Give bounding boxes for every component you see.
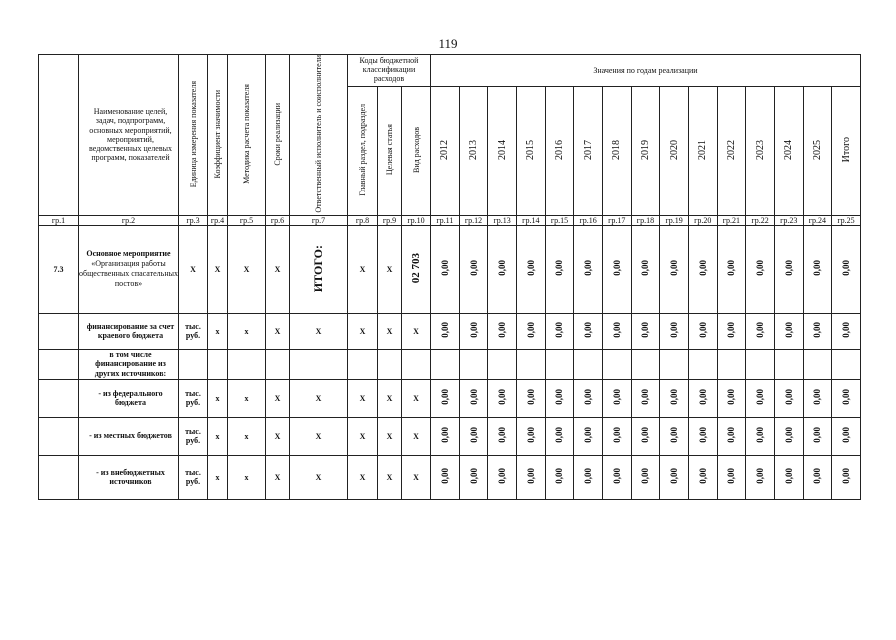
code-main-header: Главный раздел, подраздел bbox=[348, 87, 378, 216]
value-cell: 0,00 bbox=[803, 417, 832, 455]
value-cell: 0,00 bbox=[660, 455, 689, 499]
method-column-header: Методика расчета показателя bbox=[228, 55, 266, 216]
code-main-cell: Х bbox=[348, 379, 378, 417]
coef-cell: х bbox=[208, 455, 228, 499]
table-row bbox=[39, 225, 861, 313]
value-cell: 0,00 bbox=[488, 313, 517, 349]
coef-cell: х bbox=[208, 379, 228, 417]
terms-column-header: Сроки реализации bbox=[266, 55, 290, 216]
empty-cell bbox=[266, 349, 290, 379]
value-cell: 0,00 bbox=[431, 455, 460, 499]
value-cell: 0,00 bbox=[631, 313, 660, 349]
value-cell: 0,00 bbox=[631, 225, 660, 313]
value-cell: 0,00 bbox=[717, 313, 746, 349]
row-number bbox=[39, 417, 79, 455]
row-name: финансирование за счет краевого бюджета bbox=[79, 313, 179, 349]
value-cell: 0,00 bbox=[488, 225, 517, 313]
unit-cell: Х bbox=[179, 225, 208, 313]
value-cell: 0,00 bbox=[717, 225, 746, 313]
value-cell: 0,00 bbox=[516, 225, 545, 313]
code-target-cell: Х bbox=[378, 225, 402, 313]
code-target-cell: Х bbox=[378, 417, 402, 455]
value-cell: 0,00 bbox=[602, 313, 631, 349]
row-number bbox=[39, 349, 79, 379]
code-type-cell: Х bbox=[402, 455, 431, 499]
value-cell: 0,00 bbox=[832, 313, 861, 349]
responsible-cell: Х bbox=[290, 417, 348, 455]
value-cell: 0,00 bbox=[574, 225, 603, 313]
row-number bbox=[39, 313, 79, 349]
coef-cell: х bbox=[208, 417, 228, 455]
empty-cell bbox=[631, 349, 660, 379]
code-target-cell: Х bbox=[378, 379, 402, 417]
value-cell: 0,00 bbox=[832, 455, 861, 499]
method-cell: х bbox=[228, 379, 266, 417]
empty-cell bbox=[179, 349, 208, 379]
responsible-cell: Х bbox=[290, 379, 348, 417]
row-name: в том числе финансирование из других источников: bbox=[79, 349, 179, 379]
value-cell: 0,00 bbox=[602, 379, 631, 417]
table-row bbox=[39, 455, 861, 499]
empty-cell bbox=[803, 349, 832, 379]
column-number: гр.25 bbox=[832, 215, 861, 225]
value-cell: 0,00 bbox=[803, 225, 832, 313]
value-cell: 0,00 bbox=[431, 225, 460, 313]
code-target-header: Целевая статья bbox=[378, 87, 402, 216]
name-column-header: Наименование целей, задач, подпрограмм, основных мероприятий, мероприятий, ведомственных целевых программ, показателей bbox=[79, 55, 179, 216]
year-header: 2020 bbox=[660, 87, 689, 216]
method-cell: х bbox=[228, 455, 266, 499]
value-cell: 0,00 bbox=[516, 417, 545, 455]
value-cell: 0,00 bbox=[516, 313, 545, 349]
value-cell: 0,00 bbox=[774, 455, 803, 499]
terms-cell: Х bbox=[266, 379, 290, 417]
code-main-cell: Х bbox=[348, 455, 378, 499]
year-header: 2019 bbox=[631, 87, 660, 216]
value-cell: 0,00 bbox=[803, 379, 832, 417]
value-cell: 0,00 bbox=[774, 379, 803, 417]
column-number: гр.5 bbox=[228, 215, 266, 225]
code-type-cell: Х bbox=[402, 417, 431, 455]
row-number bbox=[39, 379, 79, 417]
value-cell: 0,00 bbox=[459, 455, 488, 499]
empty-cell bbox=[290, 349, 348, 379]
method-cell: х bbox=[228, 417, 266, 455]
value-cell: 0,00 bbox=[688, 225, 717, 313]
value-cell: 0,00 bbox=[574, 417, 603, 455]
value-cell: 0,00 bbox=[746, 379, 775, 417]
terms-cell: Х bbox=[266, 313, 290, 349]
column-number: гр.13 bbox=[488, 215, 517, 225]
value-cell: 0,00 bbox=[545, 455, 574, 499]
code-target-cell: Х bbox=[378, 455, 402, 499]
year-header: 2013 bbox=[459, 87, 488, 216]
year-header: 2024 bbox=[774, 87, 803, 216]
value-cell: 0,00 bbox=[688, 313, 717, 349]
column-number: гр.23 bbox=[774, 215, 803, 225]
value-cell: 0,00 bbox=[660, 417, 689, 455]
value-cell: 0,00 bbox=[688, 379, 717, 417]
row-number bbox=[39, 455, 79, 499]
empty-cell bbox=[660, 349, 689, 379]
empty-cell bbox=[746, 349, 775, 379]
empty-cell bbox=[717, 349, 746, 379]
year-header: 2017 bbox=[574, 87, 603, 216]
method-cell: х bbox=[228, 313, 266, 349]
empty-cell bbox=[378, 349, 402, 379]
responsible-column-header: Ответственный исполнитель и соисполнители bbox=[290, 55, 348, 216]
value-cell: 0,00 bbox=[660, 379, 689, 417]
col-num-header bbox=[39, 55, 79, 216]
value-cell: 0,00 bbox=[545, 225, 574, 313]
value-cell: 0,00 bbox=[717, 417, 746, 455]
value-cell: 0,00 bbox=[459, 225, 488, 313]
value-cell: 0,00 bbox=[832, 379, 861, 417]
values-group-header: Значения по годам реализации bbox=[431, 55, 861, 87]
column-number: гр.7 bbox=[290, 215, 348, 225]
empty-cell bbox=[516, 349, 545, 379]
code-target-cell: Х bbox=[378, 313, 402, 349]
empty-cell bbox=[602, 349, 631, 379]
code-type-cell: 02 703 bbox=[402, 225, 431, 313]
column-number-row bbox=[39, 215, 861, 225]
coef-cell: Х bbox=[208, 225, 228, 313]
column-number: гр.6 bbox=[266, 215, 290, 225]
empty-cell bbox=[545, 349, 574, 379]
value-cell: 0,00 bbox=[459, 313, 488, 349]
terms-cell: Х bbox=[266, 225, 290, 313]
value-cell: 0,00 bbox=[574, 379, 603, 417]
value-cell: 0,00 bbox=[631, 379, 660, 417]
value-cell: 0,00 bbox=[602, 417, 631, 455]
value-cell: 0,00 bbox=[688, 455, 717, 499]
table-row bbox=[39, 379, 861, 417]
year-header: 2015 bbox=[516, 87, 545, 216]
value-cell: 0,00 bbox=[516, 455, 545, 499]
column-number: гр.2 bbox=[79, 215, 179, 225]
column-number: гр.10 bbox=[402, 215, 431, 225]
value-cell: 0,00 bbox=[602, 225, 631, 313]
value-cell: 0,00 bbox=[774, 225, 803, 313]
empty-cell bbox=[228, 349, 266, 379]
value-cell: 0,00 bbox=[774, 417, 803, 455]
year-header: 2022 bbox=[717, 87, 746, 216]
table-row bbox=[39, 349, 861, 379]
value-cell: 0,00 bbox=[431, 379, 460, 417]
value-cell: 0,00 bbox=[717, 455, 746, 499]
value-cell: 0,00 bbox=[660, 313, 689, 349]
empty-cell bbox=[688, 349, 717, 379]
empty-cell bbox=[488, 349, 517, 379]
year-header: 2012 bbox=[431, 87, 460, 216]
code-main-cell: Х bbox=[348, 417, 378, 455]
value-cell: 0,00 bbox=[545, 379, 574, 417]
value-cell: 0,00 bbox=[832, 417, 861, 455]
column-number: гр.19 bbox=[660, 215, 689, 225]
unit-column-header: Единица измерения показателя bbox=[179, 55, 208, 216]
value-cell: 0,00 bbox=[631, 455, 660, 499]
empty-cell bbox=[348, 349, 378, 379]
column-number: гр.4 bbox=[208, 215, 228, 225]
column-number: гр.1 bbox=[39, 215, 79, 225]
responsible-cell: Х bbox=[290, 313, 348, 349]
code-main-cell: Х bbox=[348, 313, 378, 349]
code-type-header: Вид расходов bbox=[402, 87, 431, 216]
unit-cell: тыс. руб. bbox=[179, 417, 208, 455]
code-type-cell: Х bbox=[402, 379, 431, 417]
column-number: гр.24 bbox=[803, 215, 832, 225]
column-number: гр.21 bbox=[717, 215, 746, 225]
year-header: 2021 bbox=[688, 87, 717, 216]
value-cell: 0,00 bbox=[832, 225, 861, 313]
budget-codes-header: Коды бюджетной классификации расходов bbox=[348, 55, 431, 87]
unit-cell: тыс. руб. bbox=[179, 455, 208, 499]
value-cell: 0,00 bbox=[631, 417, 660, 455]
empty-cell bbox=[402, 349, 431, 379]
value-cell: 0,00 bbox=[488, 379, 517, 417]
coef-column-header: Коэффициент значимости bbox=[208, 55, 228, 216]
unit-cell: тыс. руб. bbox=[179, 313, 208, 349]
column-number: гр.11 bbox=[431, 215, 460, 225]
value-cell: 0,00 bbox=[717, 379, 746, 417]
empty-cell bbox=[459, 349, 488, 379]
column-number: гр.3 bbox=[179, 215, 208, 225]
value-cell: 0,00 bbox=[602, 455, 631, 499]
row-number: 7.3 bbox=[39, 225, 79, 313]
empty-cell bbox=[574, 349, 603, 379]
column-number: гр.14 bbox=[516, 215, 545, 225]
empty-cell bbox=[774, 349, 803, 379]
row-name: - из федерального бюджета bbox=[79, 379, 179, 417]
value-cell: 0,00 bbox=[488, 417, 517, 455]
row-name: - из местных бюджетов bbox=[79, 417, 179, 455]
year-header: 2014 bbox=[488, 87, 517, 216]
header-row-top bbox=[39, 55, 861, 87]
column-number: гр.8 bbox=[348, 215, 378, 225]
value-cell: 0,00 bbox=[459, 417, 488, 455]
year-header: 2023 bbox=[746, 87, 775, 216]
empty-cell bbox=[431, 349, 460, 379]
value-cell: 0,00 bbox=[459, 379, 488, 417]
column-number: гр.16 bbox=[574, 215, 603, 225]
column-number: гр.9 bbox=[378, 215, 402, 225]
value-cell: 0,00 bbox=[488, 455, 517, 499]
budget-table bbox=[38, 54, 861, 500]
value-cell: 0,00 bbox=[803, 455, 832, 499]
column-number: гр.18 bbox=[631, 215, 660, 225]
year-header: Итого bbox=[832, 87, 861, 216]
value-cell: 0,00 bbox=[746, 417, 775, 455]
column-number: гр.12 bbox=[459, 215, 488, 225]
value-cell: 0,00 bbox=[746, 313, 775, 349]
code-type-cell: Х bbox=[402, 313, 431, 349]
year-header: 2025 bbox=[803, 87, 832, 216]
value-cell: 0,00 bbox=[746, 455, 775, 499]
terms-cell: Х bbox=[266, 455, 290, 499]
value-cell: 0,00 bbox=[516, 379, 545, 417]
row-name: Основное мероприятие «Организация работы общественных спасательных постов» bbox=[79, 225, 179, 313]
column-number: гр.22 bbox=[746, 215, 775, 225]
value-cell: 0,00 bbox=[431, 313, 460, 349]
row-name: - из внебюджетных источников bbox=[79, 455, 179, 499]
page-number: 119 bbox=[438, 36, 458, 51]
code-main-cell: Х bbox=[348, 225, 378, 313]
table-row bbox=[39, 313, 861, 349]
column-number: гр.15 bbox=[545, 215, 574, 225]
column-number: гр.17 bbox=[602, 215, 631, 225]
empty-cell bbox=[208, 349, 228, 379]
unit-cell: тыс. руб. bbox=[179, 379, 208, 417]
value-cell: 0,00 bbox=[746, 225, 775, 313]
table-row bbox=[39, 417, 861, 455]
terms-cell: Х bbox=[266, 417, 290, 455]
method-cell: Х bbox=[228, 225, 266, 313]
value-cell: 0,00 bbox=[660, 225, 689, 313]
coef-cell: х bbox=[208, 313, 228, 349]
year-header: 2016 bbox=[545, 87, 574, 216]
year-header: 2018 bbox=[602, 87, 631, 216]
value-cell: 0,00 bbox=[688, 417, 717, 455]
column-number: гр.20 bbox=[688, 215, 717, 225]
responsible-cell: ИТОГО: bbox=[290, 225, 348, 313]
value-cell: 0,00 bbox=[545, 417, 574, 455]
value-cell: 0,00 bbox=[574, 313, 603, 349]
value-cell: 0,00 bbox=[774, 313, 803, 349]
empty-cell bbox=[832, 349, 861, 379]
value-cell: 0,00 bbox=[545, 313, 574, 349]
responsible-cell: Х bbox=[290, 455, 348, 499]
value-cell: 0,00 bbox=[574, 455, 603, 499]
value-cell: 0,00 bbox=[803, 313, 832, 349]
value-cell: 0,00 bbox=[431, 417, 460, 455]
